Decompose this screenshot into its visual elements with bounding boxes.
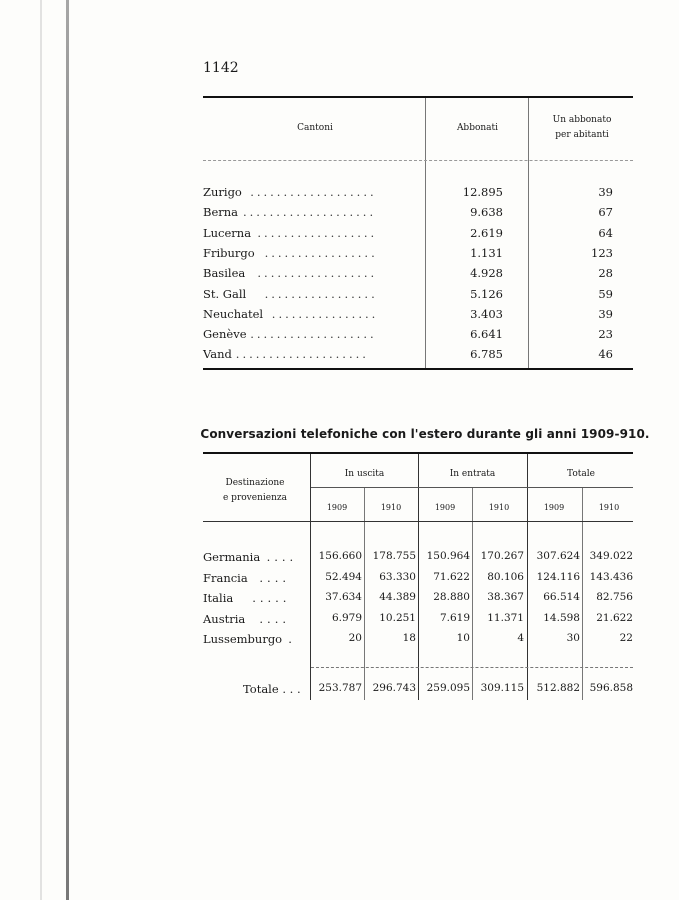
header-destinazione-line2: e provenienza — [223, 493, 287, 503]
canton-name: Genève — [203, 327, 247, 342]
abbonati-value: 9.638 — [470, 205, 503, 220]
abbonati-value: 6.785 — [470, 347, 503, 362]
call-value-1910: 178.755 — [372, 550, 416, 562]
year-1910-totale: 1910 — [598, 503, 620, 512]
abbonati-value: 5.126 — [470, 286, 503, 301]
year-1909-totale: 1909 — [543, 503, 565, 512]
per-abitanti-value: 64 — [598, 225, 613, 240]
call-value-1909: 307.624 — [536, 550, 580, 562]
call-value-1910: 44.389 — [379, 591, 416, 603]
call-value-1909: 71.622 — [433, 570, 470, 583]
call-value-1909: 156.660 — [318, 550, 362, 562]
leader-dots: ................ — [271, 306, 379, 321]
abbonati-value: 1.131 — [470, 245, 503, 260]
leader-dots: .................... — [235, 347, 369, 362]
call-value-1910: 170.267 — [480, 550, 524, 562]
per-abitanti-value: 39 — [598, 306, 613, 321]
table2-group-rule — [311, 487, 633, 488]
leader-dots: ................... — [250, 327, 377, 342]
call-value-1910: 596.858 — [589, 682, 633, 694]
leader-dots: .................. — [257, 266, 378, 281]
call-value-1909: 253.787 — [318, 682, 362, 694]
canton-name: Basilea — [203, 266, 246, 281]
destination-name: Austria — [203, 611, 246, 626]
canton-name: Neuchatel — [203, 306, 264, 321]
per-abitanti-value: 67 — [598, 205, 613, 220]
destination-name: Francia — [203, 570, 248, 585]
call-value-1909: 14.598 — [543, 611, 580, 624]
table2-row — [203, 550, 633, 571]
table2-total-rule — [311, 667, 633, 668]
table1-row — [203, 347, 633, 367]
call-value-1910: 10.251 — [379, 611, 416, 624]
call-value-1910: 11.371 — [487, 611, 524, 624]
call-value-1910: 63.330 — [379, 570, 416, 583]
canton-name: Berna — [203, 205, 239, 220]
call-value-1910: 21.622 — [596, 611, 633, 624]
leader-dots: .................... — [243, 205, 377, 220]
header-destinazione-line1: Destinazione — [225, 478, 285, 488]
table2-row — [203, 612, 633, 633]
per-abitanti-value: 39 — [598, 185, 613, 199]
table2-row — [203, 591, 633, 612]
leader-dots: .... — [259, 611, 291, 626]
call-value-1909: 20 — [348, 632, 362, 644]
call-value-1910: 309.115 — [480, 682, 524, 694]
call-value-1910: 18 — [402, 632, 416, 644]
call-value-1909: 150.964 — [426, 550, 470, 562]
destination-name: Germania — [203, 550, 261, 564]
call-value-1909: 512.882 — [536, 682, 580, 694]
year-1909-entrata: 1909 — [434, 503, 456, 512]
year-1910-uscita: 1910 — [380, 503, 402, 512]
call-value-1909: 259.095 — [426, 682, 470, 694]
canton-name: Zurigo — [203, 185, 242, 199]
header-per-abitanti-line2: per abitanti — [555, 130, 609, 140]
table2-title: Conversazioni telefoniche con l'estero durante gli anni 1909-910. — [200, 427, 650, 441]
canton-name: Friburgo — [203, 245, 255, 260]
call-value-1910: 82.756 — [596, 591, 633, 603]
call-value-1909: 7.619 — [439, 611, 470, 624]
page-binding-edge — [66, 0, 69, 900]
call-value-1910: 22 — [619, 632, 633, 644]
destination-name: Italia — [203, 591, 234, 605]
abbonati-value: 12.895 — [462, 185, 503, 199]
total-label: Totale . . . — [243, 682, 301, 696]
table2-row — [203, 632, 633, 653]
call-value-1909: 30 — [566, 632, 580, 644]
table2-row — [203, 571, 633, 592]
table2-total-row — [203, 682, 633, 703]
canton-name: Lucerna — [203, 225, 252, 240]
abbonati-value: 4.928 — [470, 266, 503, 281]
call-value-1909: 10 — [456, 632, 470, 644]
header-totale: Totale — [567, 469, 595, 479]
header-per-abitanti-line1: Un abbonato — [552, 115, 612, 125]
header-cantoni: Cantoni — [297, 123, 333, 133]
destination-name: Lussemburgo — [203, 632, 283, 646]
call-value-1910: 296.743 — [372, 682, 416, 694]
call-value-1909: 28.880 — [433, 591, 470, 603]
header-in-entrata: In entrata — [449, 469, 496, 479]
call-value-1910: 80.106 — [487, 570, 524, 583]
table1-header-rule — [203, 160, 633, 161]
leader-dots: ..... — [252, 591, 291, 605]
abbonati-value: 6.641 — [470, 327, 503, 342]
call-value-1910: 349.022 — [589, 550, 633, 562]
header-in-uscita: In uscita — [344, 469, 385, 479]
table1-row — [203, 287, 633, 307]
header-abbonati: Abbonati — [456, 123, 499, 133]
page-gutter-shadow — [40, 0, 42, 900]
leader-dots: .... — [266, 550, 298, 564]
leader-dots: ................. — [264, 286, 378, 301]
call-value-1909: 66.514 — [543, 591, 580, 603]
table1-top-rule — [203, 96, 633, 98]
per-abitanti-value: 59 — [598, 286, 613, 301]
table1-bottom-rule — [203, 368, 633, 370]
year-1910-entrata: 1910 — [488, 503, 510, 512]
abbonati-value: 2.619 — [470, 225, 503, 240]
call-value-1910: 4 — [517, 632, 524, 644]
call-value-1910: 143.436 — [589, 570, 633, 583]
call-value-1909: 6.979 — [331, 611, 362, 624]
leader-dots: . — [288, 632, 296, 646]
table1-row — [203, 226, 633, 246]
call-value-1909: 37.634 — [325, 591, 362, 603]
per-abitanti-value: 46 — [598, 347, 613, 362]
table1-row — [203, 307, 633, 327]
table1-row — [203, 205, 633, 225]
leader-dots: .................. — [257, 225, 378, 240]
year-1909-uscita: 1909 — [326, 503, 348, 512]
canton-name: St. Gall — [203, 286, 247, 301]
table1-row — [203, 185, 633, 205]
call-value-1909: 124.116 — [536, 570, 580, 583]
table1-row — [203, 246, 633, 266]
abbonati-value: 3.403 — [470, 306, 503, 321]
per-abitanti-value: 23 — [598, 327, 613, 342]
call-value-1910: 38.367 — [487, 591, 524, 603]
per-abitanti-value: 28 — [598, 266, 613, 281]
canton-name: Vand — [203, 347, 232, 362]
page-number: 1142 — [203, 60, 239, 76]
leader-dots: ................... — [250, 185, 377, 199]
leader-dots: ................. — [264, 245, 378, 260]
per-abitanti-value: 123 — [591, 245, 613, 260]
call-value-1909: 52.494 — [325, 570, 362, 583]
leader-dots: .... — [259, 570, 291, 585]
table1-row — [203, 327, 633, 347]
table1-row — [203, 266, 633, 286]
table2-header-rule — [203, 521, 633, 522]
